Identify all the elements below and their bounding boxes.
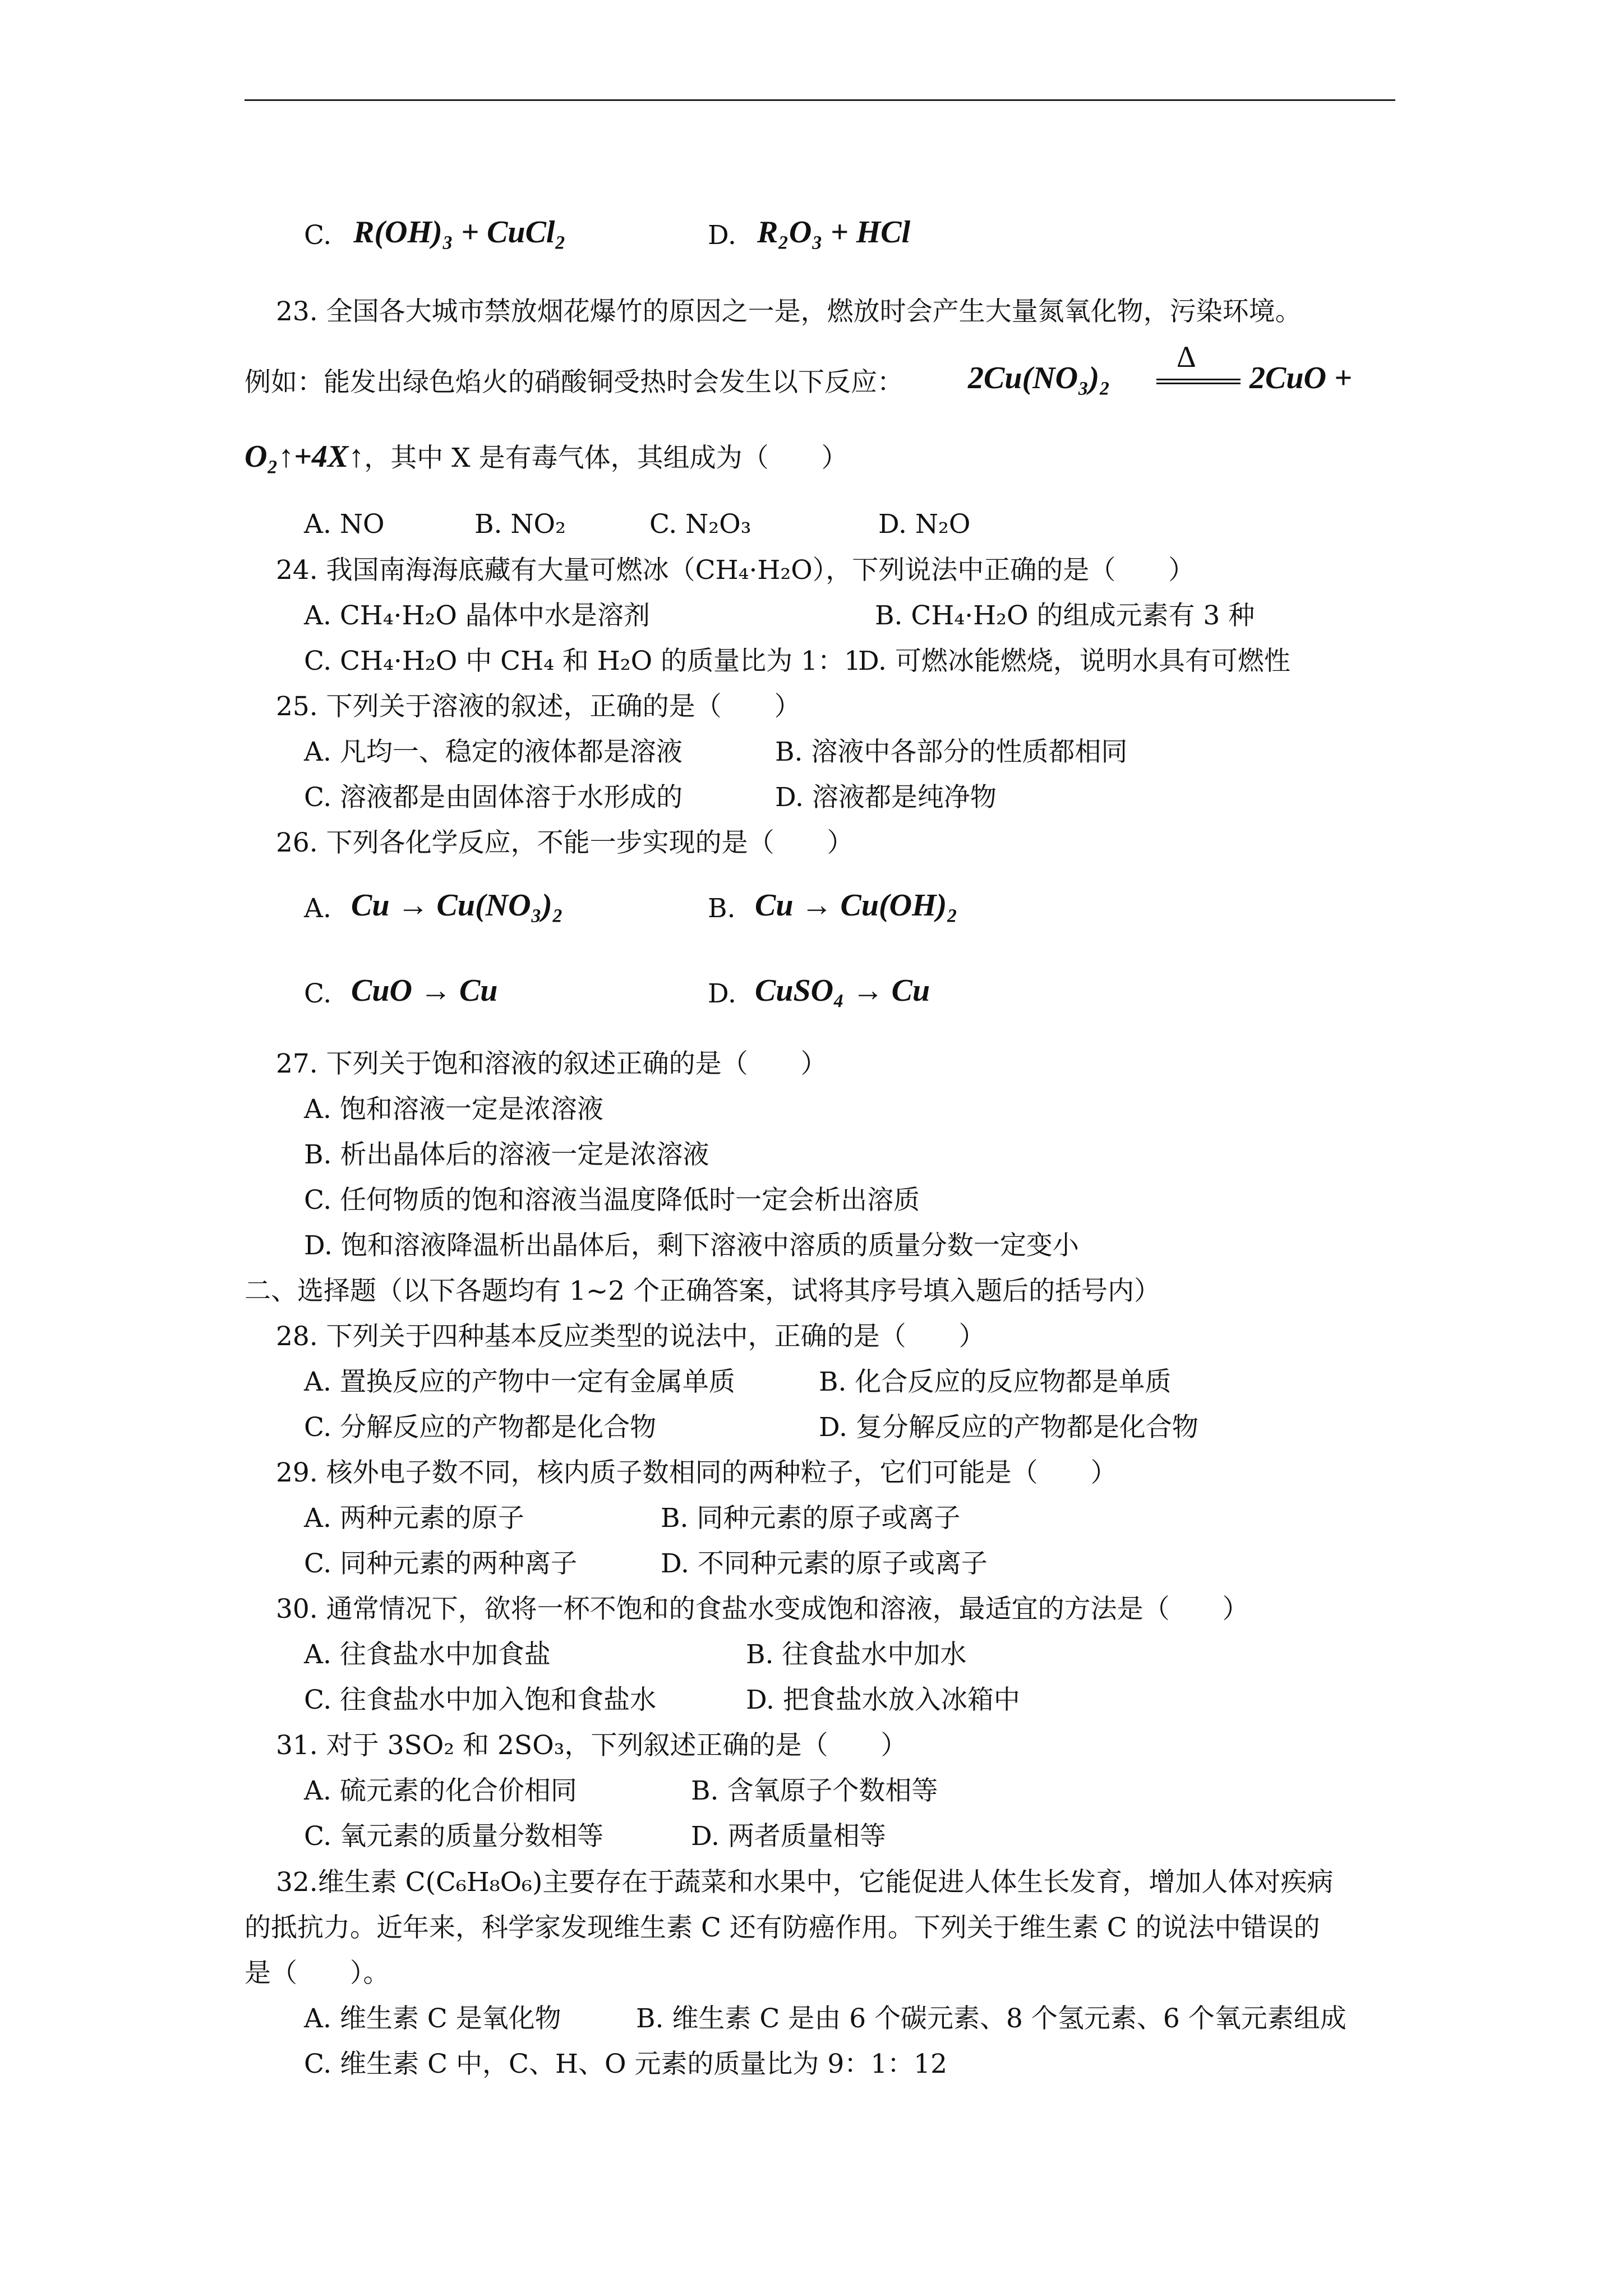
q30-option-b: B. 往食盐水中加水 — [746, 1639, 967, 1670]
q29-stem: 29. 核外电子数不同，核内质子数相同的两种粒子，它们可能是（ ） — [276, 1457, 1117, 1488]
q29-option-a: A. 两种元素的原子 — [304, 1503, 524, 1534]
q32-option-a: A. 维生素 C 是氧化物 — [304, 2003, 561, 2034]
q30-stem: 30. 通常情况下，欲将一杯不饱和的食盐水变成饱和溶液，最适宜的方法是（ ） — [276, 1594, 1249, 1625]
q32-option-c: C. 维生素 C 中，C、H、O 元素的质量比为 9：1：12 — [304, 2049, 947, 2079]
q23-option-a: A. NO — [304, 509, 385, 540]
q23-line2-text: 例如：能发出绿色焰火的硝酸铜受热时会发生以下反应： — [245, 367, 903, 398]
header-rule — [245, 99, 1395, 101]
q23-line3-text: ，其中 X 是有毒气体，其组成为（ ） — [364, 443, 848, 473]
q24-option-b: B. CH₄·H₂O 的组成元素有 3 种 — [875, 600, 1255, 631]
q24-option-d: D. 可燃冰能燃烧，说明水具有可燃性 — [858, 646, 1290, 677]
q29-option-b: B. 同种元素的原子或离子 — [661, 1503, 961, 1534]
q27-option-d: D. 饱和溶液降温析出晶体后，剩下溶液中溶质的质量分数一定变小 — [304, 1230, 1079, 1261]
q24-option-a: A. CH₄·H₂O 晶体中水是溶剂 — [304, 600, 650, 631]
q23-option-d: D. N₂O — [878, 509, 971, 540]
q26-option-d-formula: CuSO₄ → Cu — [755, 973, 930, 1008]
q30-option-d: D. 把食盐水放入冰箱中 — [746, 1685, 1020, 1715]
q23-line2 — [245, 366, 903, 399]
q30-option-a: A. 往食盐水中加食盐 — [304, 1639, 551, 1670]
q31-stem: 31. 对于 3SO₂ 和 2SO₃，下列叙述正确的是（ ） — [276, 1730, 907, 1761]
q31-option-b: B. 含氧原子个数相等 — [691, 1775, 938, 1806]
option-c-formula: R(OH)₃ + CuCl₂ — [353, 215, 566, 250]
q25-option-b: B. 溶液中各部分的性质都相同 — [775, 737, 1128, 767]
q25-option-a: A. 凡均一、稳定的液体都是溶液 — [304, 737, 683, 767]
q26-option-c-formula: CuO → Cu — [351, 973, 498, 1008]
q24-option-c: C. CH₄·H₂O 中 CH₄ 和 H₂O 的质量比为 1：1 — [304, 646, 861, 677]
q28-option-b: B. 化合反应的反应物都是单质 — [819, 1366, 1172, 1397]
q32-option-b: B. 维生素 C 是由 6 个碳元素、8 个氢元素、6 个氧元素组成 — [636, 2003, 1347, 2034]
q28-option-c: C. 分解反应的产物都是化合物 — [304, 1412, 657, 1443]
q23-option-c: C. N₂O₃ — [649, 509, 751, 540]
q25-stem: 25. 下列关于溶液的叙述，正确的是（ ） — [276, 691, 801, 722]
option-d-label: D. — [708, 220, 736, 251]
q24-stem: 24. 我国南海海底藏有大量可燃冰（CH₄·H₂O），下列说法中正确的是（ ） — [276, 555, 1195, 586]
section-heading: 二、选择题（以下各题均有 1~2 个正确答案，试将其序号填入题后的括号内） — [245, 1276, 1161, 1306]
q27-option-a: A. 饱和溶液一定是浓溶液 — [304, 1094, 603, 1125]
q26-option-d-label: D. — [708, 978, 736, 1009]
q28-stem: 28. 下列关于四种基本反应类型的说法中，正确的是（ ） — [276, 1321, 985, 1352]
q32-line2: 的抵抗力。近年来，科学家发现维生素 C 还有防癌作用。下列关于维生素 C 的说法中错误的 — [245, 1912, 1320, 1943]
q26-option-a-label: A. — [304, 893, 331, 924]
q27-stem: 27. 下列关于饱和溶液的叙述正确的是（ ） — [276, 1048, 827, 1079]
option-c-label: C. — [304, 220, 332, 251]
q27-option-b: B. 析出晶体后的溶液一定是浓溶液 — [304, 1139, 709, 1170]
equation-left: 2Cu(NO₃)₂ — [968, 361, 1110, 395]
q25-option-c: C. 溶液都是由固体溶于水形成的 — [304, 782, 683, 813]
reaction-arrow — [1156, 379, 1241, 384]
q26-option-c-label: C. — [304, 978, 332, 1009]
q23-line1: 23. 全国各大城市禁放烟花爆竹的原因之一是，燃放时会产生大量氮氧化物，污染环境。 — [276, 296, 1302, 327]
q32-line3: 是（ ）。 — [245, 1958, 390, 1989]
q28-option-d: D. 复分解反应的产物都是化合物 — [819, 1412, 1198, 1443]
q26-option-b-label: B. — [708, 893, 736, 924]
q29-option-c: C. 同种元素的两种离子 — [304, 1548, 578, 1579]
q30-option-c: C. 往食盐水中加入饱和食盐水 — [304, 1685, 657, 1715]
q26-stem: 26. 下列各化学反应，不能一步实现的是（ ） — [276, 827, 854, 858]
q27-option-c: C. 任何物质的饱和溶液当温度降低时一定会析出溶质 — [304, 1185, 920, 1216]
q23-line3 — [245, 440, 848, 475]
equation-right: 2CuO + — [1249, 361, 1352, 395]
q28-option-a: A. 置换反应的产物中一定有金属单质 — [304, 1366, 735, 1397]
q25-option-d: D. 溶液都是纯净物 — [775, 782, 997, 813]
q23-line3-formula: O₂↑+4X↑ — [245, 439, 365, 474]
q23-option-b: B. NO₂ — [474, 509, 566, 540]
q32-line1: 32.维生素 C(C₆H₈O₆)主要存在于蔬菜和水果中，它能促进人体生长发育，增加人体对疾病 — [276, 1867, 1334, 1898]
q31-option-a: A. 硫元素的化合价相同 — [304, 1775, 577, 1806]
heat-condition: Δ — [1177, 340, 1196, 374]
q31-option-c: C. 氧元素的质量分数相等 — [304, 1821, 604, 1852]
q26-option-a-formula: Cu → Cu(NO₃)₂ — [351, 888, 564, 923]
q31-option-d: D. 两者质量相等 — [691, 1821, 886, 1852]
q26-option-b-formula: Cu → Cu(OH)₂ — [755, 888, 958, 923]
option-d-formula: R₂O₃ + HCl — [757, 215, 911, 250]
q29-option-d: D. 不同种元素的原子或离子 — [661, 1548, 988, 1579]
